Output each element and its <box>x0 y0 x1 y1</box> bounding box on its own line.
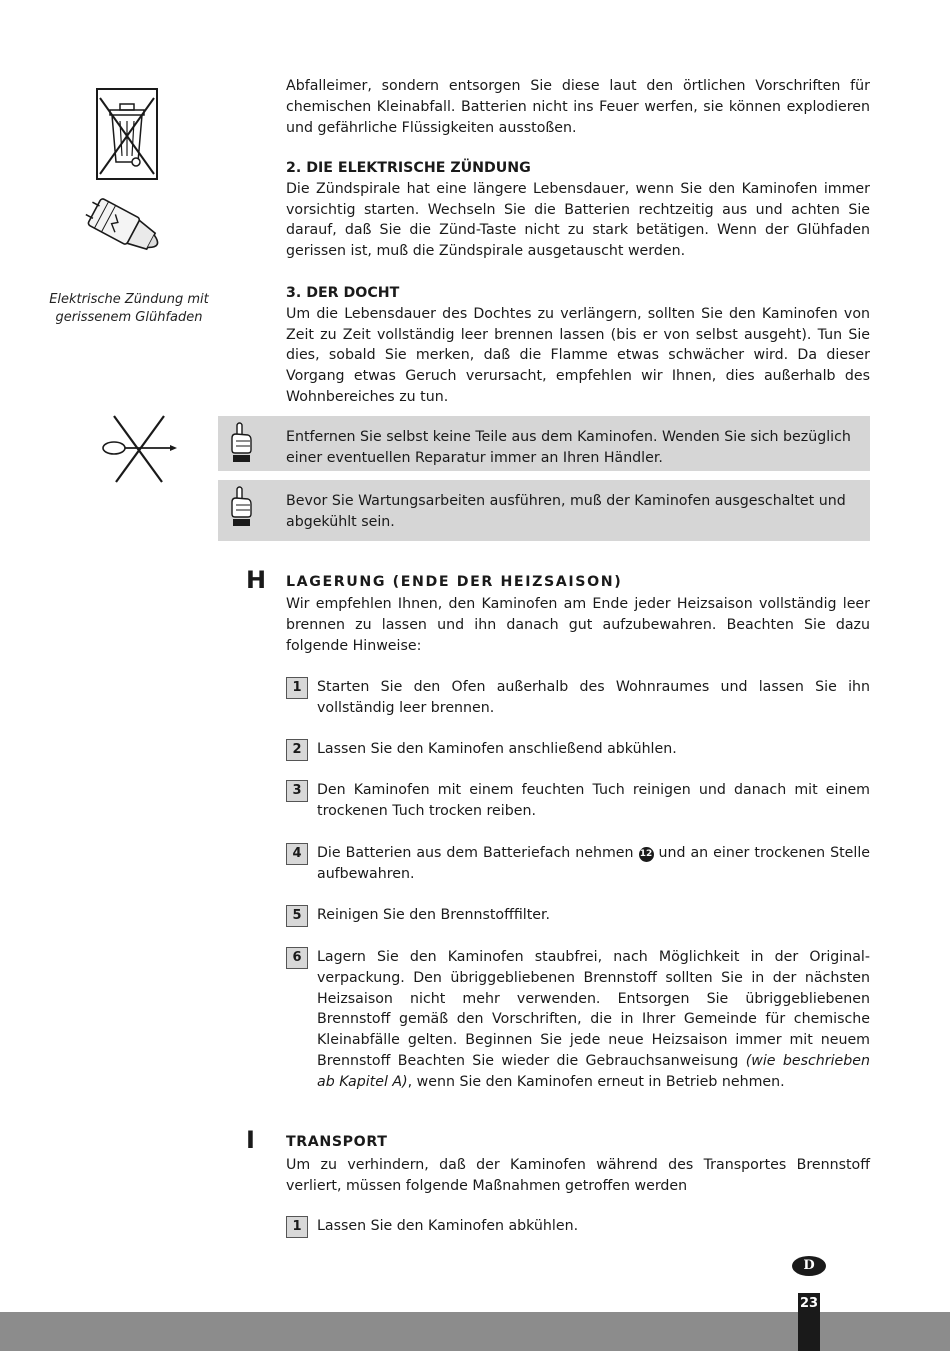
step-number: 1 <box>286 1216 308 1238</box>
storage-step <box>286 677 870 719</box>
section-3-body: Um die Lebensdauer des Dochtes zu verlängern, sollten Sie den Kaminofen von Zeit zu Zeit vollständig leer brennen lassen (bis er von selbst ausgeht). Tun Sie dies, sobald Sie merken, daß die Flamme etwas schwächer wird. Da dieser Vorgang etwas Geruch verursacht, empfehlen wir Ihnen, dies außerhalb des Wohnbereiches zu tun. <box>286 305 870 405</box>
section-i-letter: I <box>246 1126 255 1154</box>
pointing-hand-icon <box>226 486 254 528</box>
step-text-end: , wenn Sie den Kaminofen erneut in Betrieb nehmen. <box>407 1073 785 1090</box>
section-2-heading: 2. DIE ELEKTRISCHE ZÜNDUNG <box>286 160 531 176</box>
note-maintenance-text: Bevor Sie Wartungsarbeiten ausführen, muß der Kaminofen ausgeschaltet und abgekühlt sein. <box>286 493 846 530</box>
step-number: 1 <box>286 677 308 699</box>
section-h-intro-text: Wir empfehlen Ihnen, den Kaminofen am Ende jeder Heizsaison vollständig leer brennen zu lassen und ihn danach gut aufzubewahren. Beachten Sie dazu folgende Hinweise: <box>286 596 870 654</box>
step-text: Reinigen Sie den Brennstofffilter. <box>317 907 551 923</box>
broken-igniter-icon <box>78 196 184 272</box>
section-h-letter: H <box>246 566 267 594</box>
note-box-maintenance <box>218 480 870 541</box>
transport-step <box>286 1216 870 1237</box>
language-badge: D <box>792 1256 826 1276</box>
step-text-italic: (wie beschrieben ab Kapitel A) <box>317 1052 871 1090</box>
storage-step <box>286 780 870 822</box>
section-i-intro-text: Um zu verhindern, daß der Kaminofen während des Transportes Brennstoff verliert, müssen folgende Maßnahmen getroffen werden <box>286 1157 870 1194</box>
section-wick <box>286 283 870 408</box>
step-text <box>317 843 870 885</box>
part-reference-badge: 12 <box>639 847 654 862</box>
section-i-intro <box>286 1155 870 1197</box>
section-h-title: LAGERUNG (ENDE DER HEIZSAISON) <box>286 574 623 590</box>
section-2-body: Die Zündspirale hat eine längere Lebensdauer, wenn Sie den Kaminofen immer vorsichtig starten. Wechseln Sie die Batterien rechtzeitig aus und achten Sie darauf, daß Sie die Zünd-Taste nicht zu stark betätigen. Wenn der Glühfaden gerissen ist, muß die Zündspirale ausgetauscht werden. <box>286 180 870 260</box>
step-text: Lassen Sie den Kaminofen anschließend abkühlen. <box>317 741 677 757</box>
section-electric-ignition <box>286 158 870 262</box>
step-text: Lassen Sie den Kaminofen abkühlen. <box>317 1218 579 1234</box>
storage-step <box>286 739 870 760</box>
step-number: 3 <box>286 780 308 802</box>
step-text <box>317 947 870 1093</box>
storage-step <box>286 947 870 1093</box>
step-text: Starten Sie den Ofen außerhalb des Wohnraumes und lassen Sie ihn vollständig leer brennen. <box>317 679 870 716</box>
no-screwdriver-icon <box>100 412 180 484</box>
crossed-out-wheelie-bin-icon <box>96 88 158 180</box>
step-text-main: Lagern Sie den Kaminofen staubfrei, nach Möglichkeit in der Original-verpackung. Den übriggebliebenen Brennstoff sollten Sie in der nächsten Heizsaison nicht mehr verwenden. Entsorgen Sie übriggebliebenen Brennstoff gemäß den Vorschriften, die in Ihrer Gemeinde für chemische Kleinabfälle gelten. Beginnen Sie jede neue Heizsaison immer mit neuem Brennstoff Beachten Sie wieder die Gebrauchsanweisung <box>317 949 870 1069</box>
section-h-intro <box>286 594 870 656</box>
step-text-before: Die Batterien aus dem Batteriefach nehmen <box>317 845 634 861</box>
section-3-heading: 3. DER DOCHT <box>286 285 400 301</box>
note-repair-text: Entfernen Sie selbst keine Teile aus dem Kaminofen. Wenden Sie sich bezüglich einer eventuellen Reparatur immer an Ihren Händler. <box>286 429 851 466</box>
step-text-after: und an einer trockenen Stelle aufbewahren. <box>317 845 870 882</box>
step-number: 2 <box>286 739 308 761</box>
section-i-title: TRANSPORT <box>286 1134 388 1150</box>
pointing-hand-icon <box>226 422 254 464</box>
step-number: 4 <box>286 843 308 865</box>
intro-text: Abfalleimer, sondern entsorgen Sie diese laut den örtlichen Vorschriften für chemischen Kleinabfall. Batterien nicht ins Feuer werfen, sie können explodieren und gefährliche Flüssigkeiten ausstoßen. <box>286 78 870 136</box>
intro-paragraph <box>286 76 870 138</box>
storage-step <box>286 843 870 885</box>
note-box-repair <box>218 416 870 471</box>
igniter-caption: Elektrische Zündung mit gerissenem Glühfaden <box>49 292 209 325</box>
page-number: 23 <box>799 1296 819 1311</box>
step-text: Den Kaminofen mit einem feuchten Tuch reinigen und danach mit einem trockenen Tuch trocken reiben. <box>317 782 870 819</box>
step-number: 5 <box>286 905 308 927</box>
storage-step <box>286 905 870 926</box>
step-number: 6 <box>286 947 308 969</box>
